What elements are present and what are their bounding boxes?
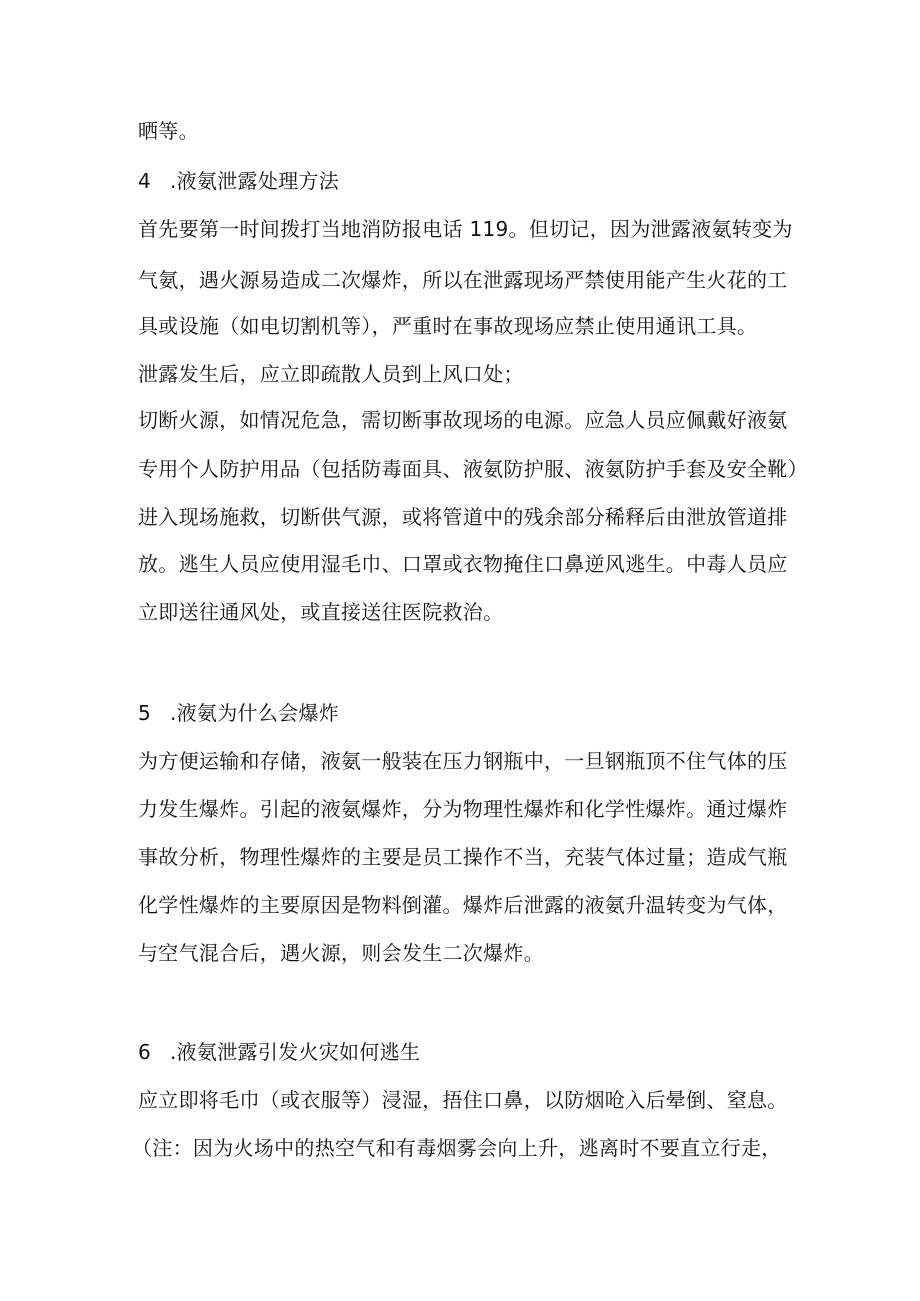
section-number: 5 [138, 701, 152, 725]
paragraph-line: 事故分析，物理性爆炸的主要是员工操作不当，充装气体过量；造成气瓶 [138, 845, 788, 869]
paragraph-line: 应立即将毛巾（或衣服等）浸湿，捂住口鼻，以防烟呛入后晕倒、窒息。 [138, 1088, 788, 1112]
section-title: .液氨泄露处理方法 [170, 169, 340, 193]
paragraph-line: 进入现场施救，切断供气源，或将管道中的残余部分稀释后由泄放管道排 [138, 505, 788, 529]
section-title: .液氨为什么会爆炸 [170, 701, 340, 725]
paragraph-line: 力发生爆炸。引起的液氨爆炸，分为物理性爆炸和化学性爆炸。通过爆炸 [138, 797, 788, 821]
paragraph-line: 化学性爆炸的主要原因是物料倒灌。爆炸后泄露的液氨升温转变为气体， [138, 893, 788, 917]
paragraph-line: 为方便运输和存储，液氨一般装在压力钢瓶中，一旦钢瓶顶不住气体的压 [138, 749, 788, 773]
section-heading-4 [138, 166, 798, 196]
paragraph-line: 立即送往通风处，或直接送往医院救治。 [138, 600, 504, 624]
paragraph-line: 切断火源，如情况危急，需切断事故现场的电源。应急人员应佩戴好液氨 [138, 408, 788, 432]
paragraph-line: 晒等。 [138, 119, 199, 143]
section-number: 4 [138, 169, 152, 193]
section-title: .液氨泄露引发火灾如何逃生 [170, 1040, 421, 1064]
paragraph-line: 具或设施（如电切割机等），严重时在事故现场应禁止使用通讯工具。 [138, 314, 758, 338]
section-number: 6 [138, 1040, 152, 1064]
paragraph-line: 专用个人防护用品（包括防毒面具、液氨防护服、液氨防护手套及安全靴） [138, 457, 808, 481]
section-heading-5 [138, 698, 798, 728]
section-heading-6 [138, 1037, 798, 1067]
paragraph-line: （注：因为火场中的热空气和有毒烟雾会向上升，逃离时不要直立行走， [132, 1136, 782, 1160]
paragraph-line: 与空气混合后，遇火源，则会发生二次爆炸。 [138, 941, 544, 965]
paragraph-line: 泄露发生后，应立即疏散人员到上风口处； [138, 362, 524, 386]
paragraph-line: 首先要第一时间拨打当地消防报电话 119。但切记，因为泄露液氨转变为 [138, 217, 793, 241]
paragraph-line: 气氨，遇火源易造成二次爆炸，所以在泄露现场严禁使用能产生火花的工 [138, 268, 788, 292]
paragraph-line: 放。逃生人员应使用湿毛巾、口罩或衣物掩住口鼻逆风逃生。中毒人员应 [138, 552, 788, 576]
